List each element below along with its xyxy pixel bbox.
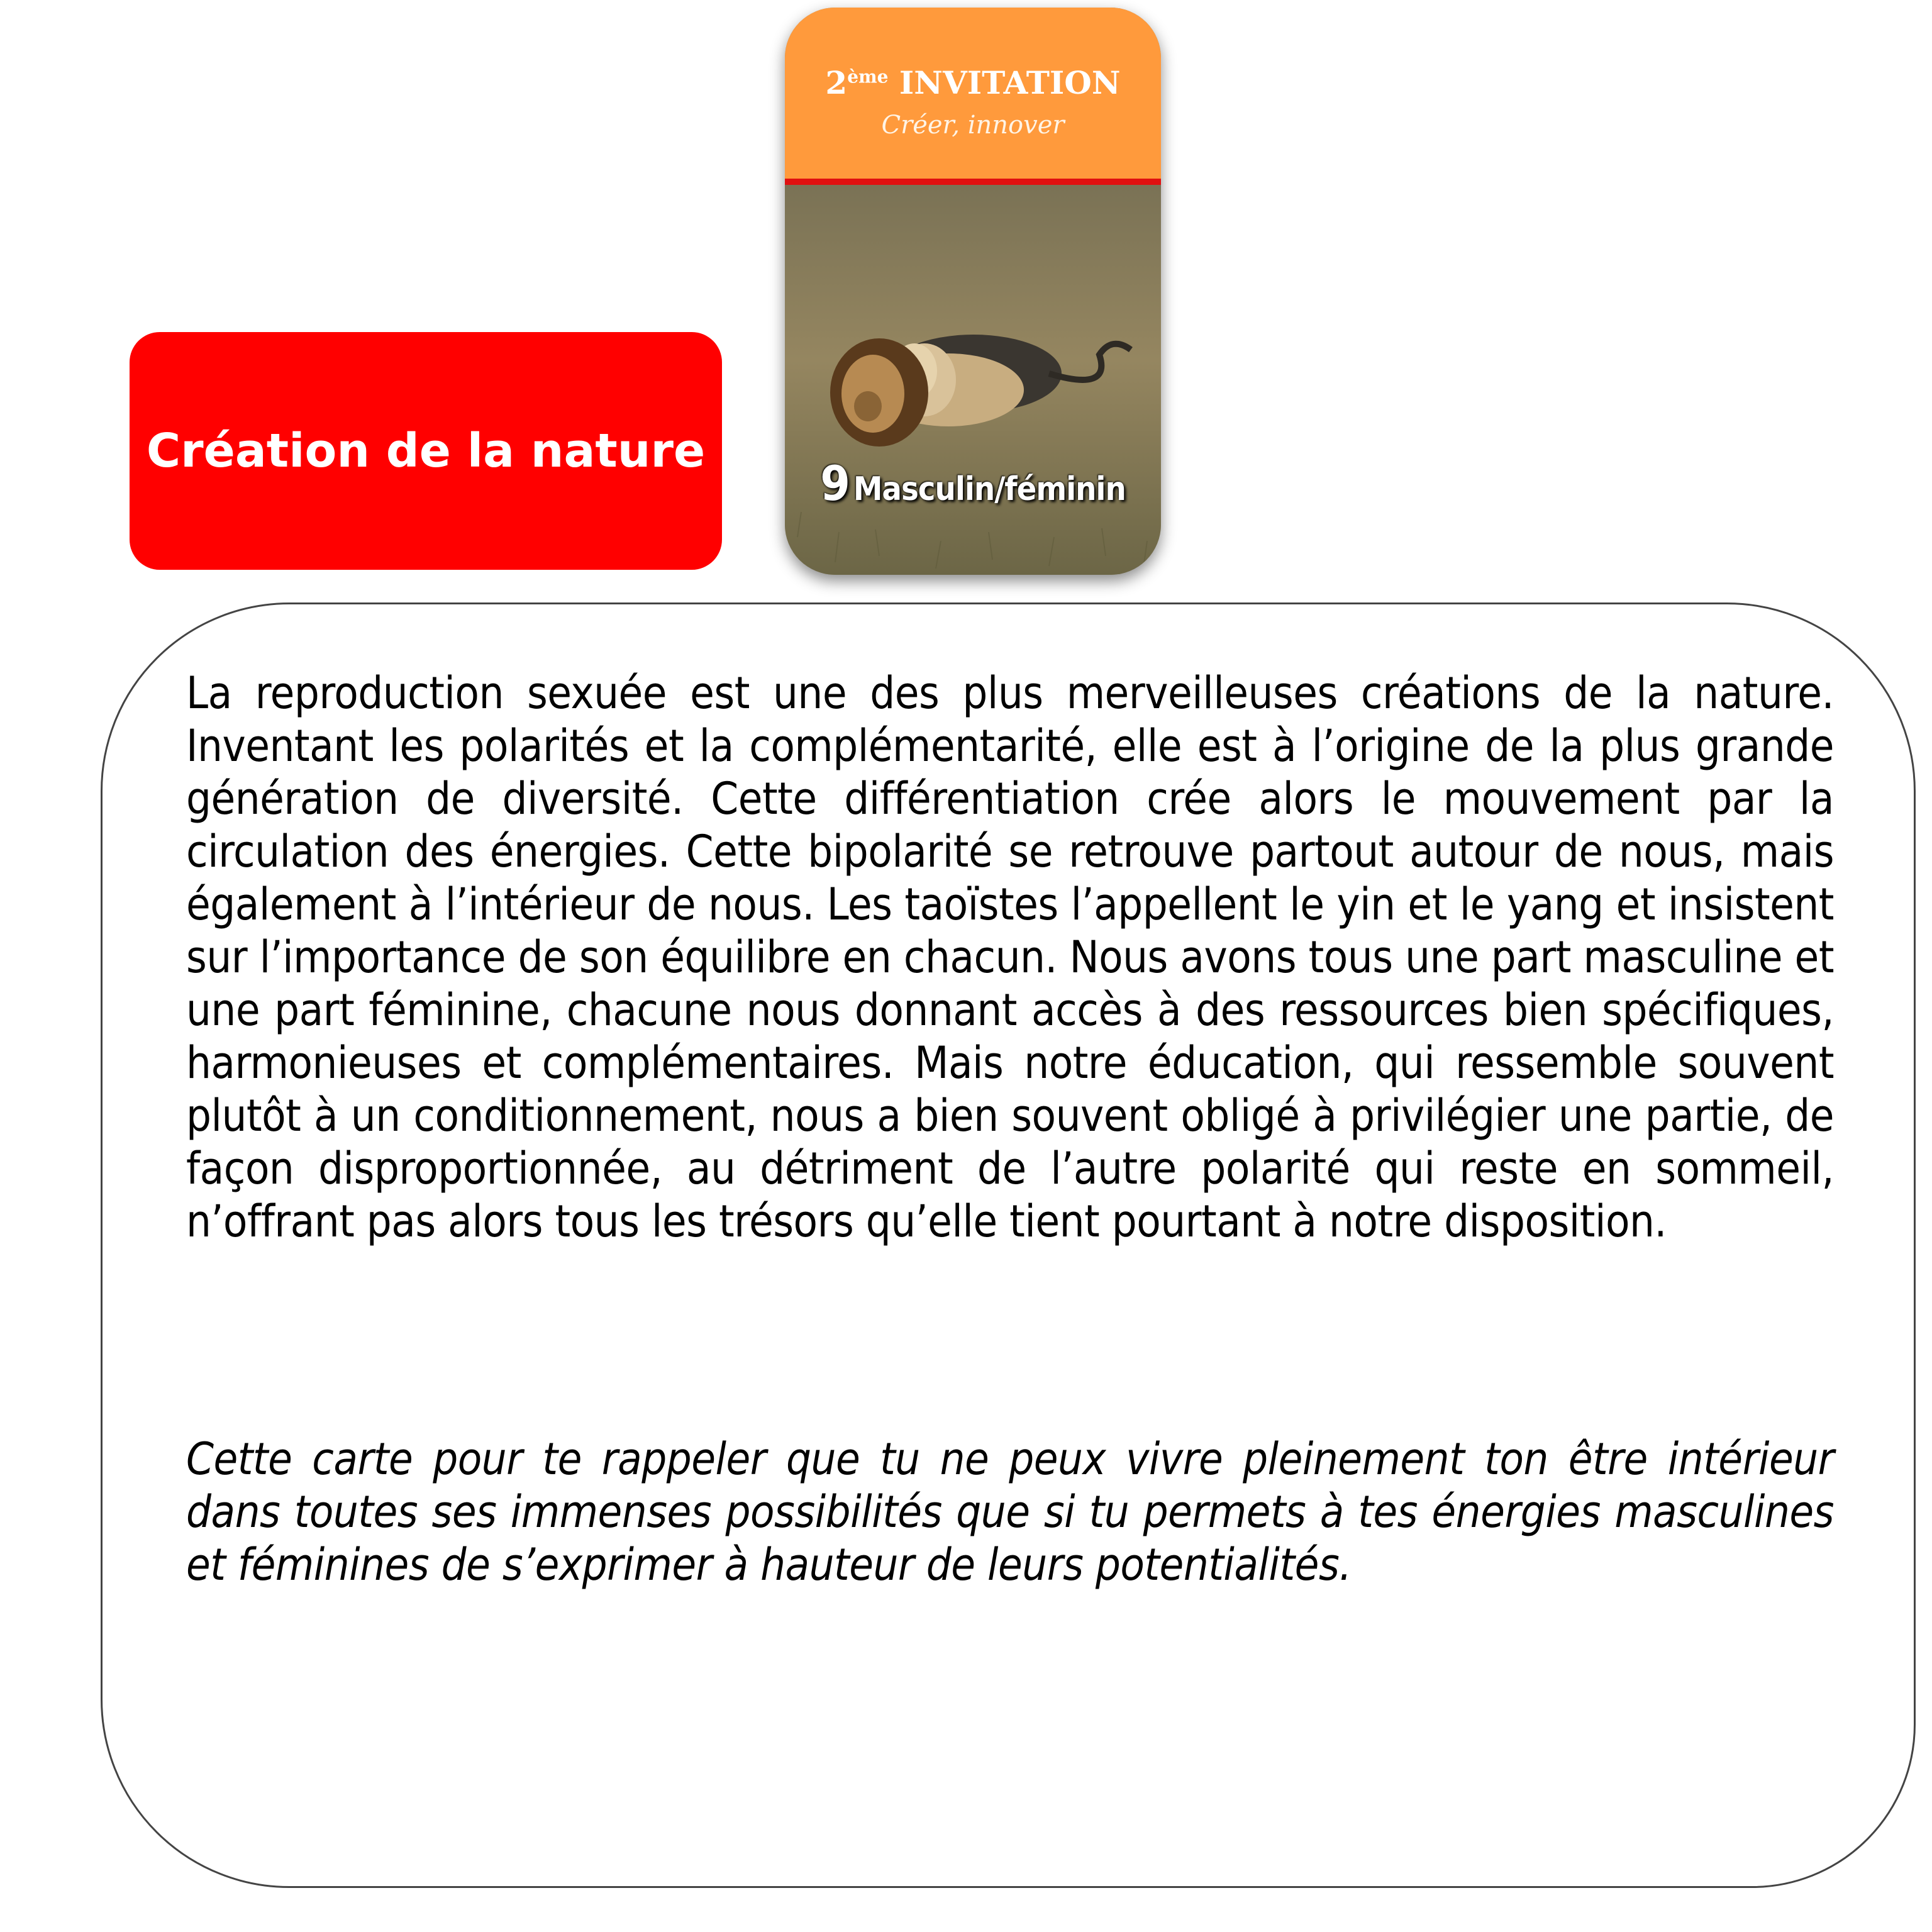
card-header — [785, 8, 1161, 185]
category-label: Création de la nature — [146, 424, 706, 478]
card-name: Masculin/féminin — [853, 470, 1126, 508]
oracle-card — [785, 8, 1161, 575]
card-subtitle: Créer, innover — [881, 111, 1065, 140]
card-title — [785, 64, 1161, 101]
card-number-title — [785, 455, 1161, 511]
card-number: 9 — [820, 455, 850, 511]
invitation-number: 2 — [825, 64, 848, 101]
description-paragraph: La reproduction sexuée est une des plus merveilleuses créations de la nature. Inventant les polarités et la complémentarité, elle est à l’origine de la plus grande génération de diversité. Cette différentiation crée alors le mouvement par la circulation des énergies. Cette bipolarité se retrouve partout autour de nous, mais également à l’intérieur de nous. Les taoïstes l’appellent le yin et le yang et insistent sur l’importance de son équilibre en chacun. Nous avons tous une part masculine et une part féminine, chacune nous donnant accès à des ressources bien spécifiques, harmonieuses et complémentaires. Mais notre éducation, qui ressemble souvent plutôt à un conditionnement, nous a bien souvent obligé à privilégier une partie, de façon disproportionnée, au détriment de l’autre polarité qui reste en sommeil, n’offrant pas alors tous les trésors qu’elle tient pourtant à notre disposition. — [186, 667, 1834, 1247]
category-label-box — [130, 332, 722, 570]
invitation-suffix: ème — [847, 66, 889, 87]
invitation-label: INVITATION — [899, 64, 1121, 101]
lion-lioness-photo — [785, 185, 1161, 575]
card-message: Cette carte pour te rappeler que tu ne peux vivre pleinement ton être intérieur dans toutes ses immenses possibilités que si tu permets à tes énergies masculines et féminines de s’exprimer à hauteur de leurs potentialités. — [186, 1433, 1834, 1591]
